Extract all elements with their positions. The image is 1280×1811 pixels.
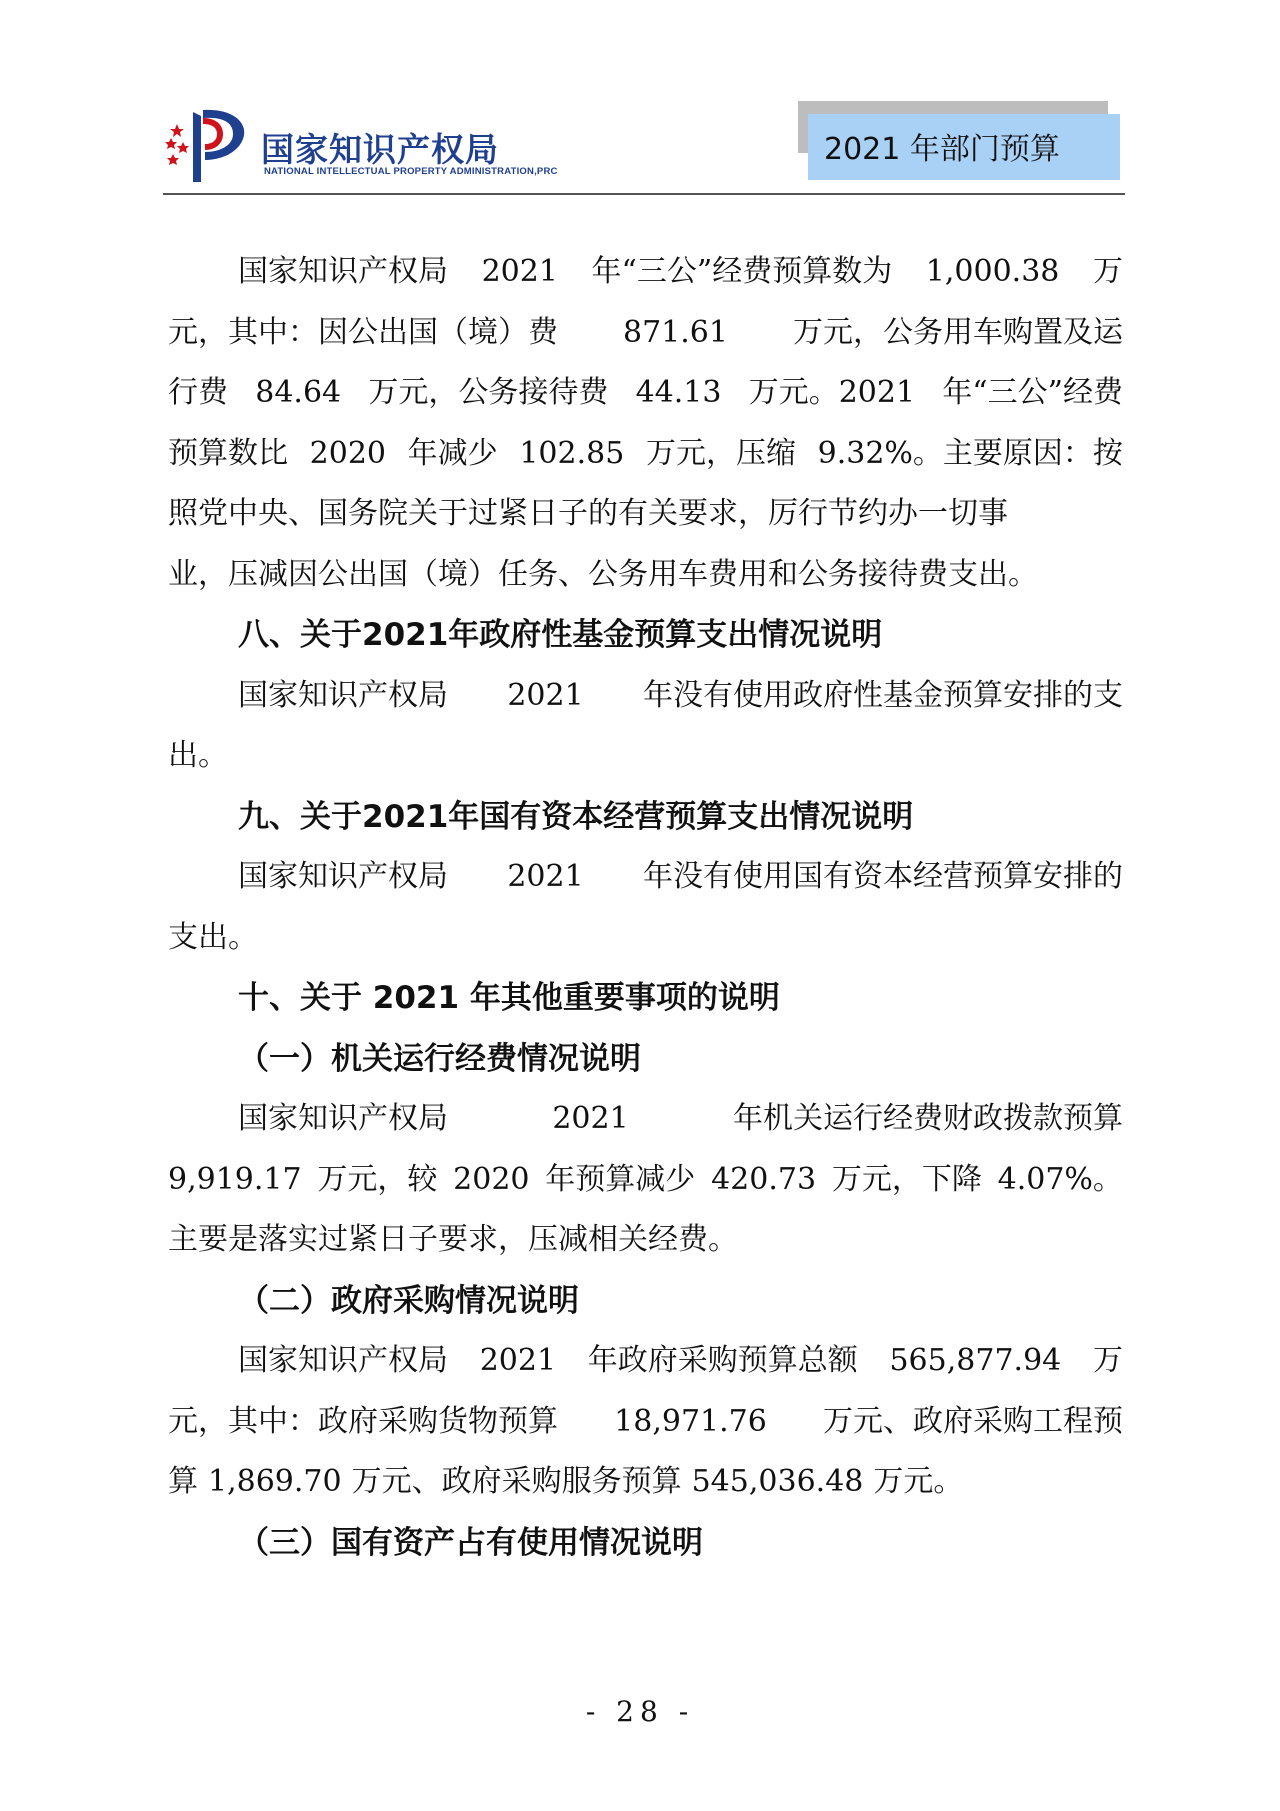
body-text-line	[168, 242, 1123, 303]
text-run: 545,036.48	[691, 1464, 864, 1499]
section-heading: 八、关于2021年政府性基金预算支出情况说明	[238, 617, 883, 653]
text-run: 出。	[168, 738, 228, 773]
body-text-line	[168, 1392, 1123, 1453]
text-run: 年减少	[407, 435, 498, 471]
badge-label: 2021 年部门预算	[824, 132, 1060, 167]
text-run: 万元，较	[317, 1161, 438, 1197]
body-text-line	[168, 908, 1123, 969]
text-run: 18,971.76	[614, 1403, 767, 1439]
text-run: 支出。	[168, 919, 258, 955]
text-run: 行费	[168, 375, 228, 410]
text-run: 2020	[453, 1161, 530, 1197]
text-run: 84.64	[255, 375, 342, 410]
text-run: 年机关运行经费财政拨款预算	[732, 1101, 1123, 1136]
text-run: 44.13	[635, 375, 722, 410]
text-run: 国家知识产权局	[238, 677, 448, 713]
text-run: 年政府采购预算总额	[587, 1343, 858, 1378]
text-run: 1,000.38	[925, 254, 1060, 289]
body-text-line	[168, 424, 1123, 485]
body-text-line	[168, 545, 1123, 606]
text-run: 万	[1092, 254, 1123, 289]
text-run: 算	[168, 1464, 198, 1499]
body-text-line	[168, 1150, 1123, 1211]
text-run: 万元，公务用车购置及运	[792, 314, 1123, 350]
text-run: 国家知识产权局	[238, 1101, 448, 1136]
body-text-line	[168, 303, 1123, 364]
text-run: 预算数比	[168, 435, 288, 471]
text-run: 年没有使用政府性基金预算安排的支	[642, 677, 1123, 713]
text-run: 9.32%。主要原因：按	[817, 435, 1123, 471]
text-run: 万元、政府采购服务预算	[351, 1464, 682, 1499]
text-run: 元，其中：政府采购货物预算	[168, 1403, 558, 1439]
page-number: - 28 -	[585, 1695, 695, 1728]
text-run: 万元，下降	[831, 1161, 982, 1197]
section-subheading: （一）机关运行经费情况说明	[238, 1040, 641, 1077]
text-run: 万元。	[873, 1464, 964, 1499]
text-run: 万元、政府采购工程预	[823, 1403, 1123, 1439]
text-run: 万元，压缩	[645, 435, 796, 471]
text-run: 万元，公务接待费	[368, 375, 609, 410]
budget-year-badge	[808, 114, 1120, 180]
body-text-line	[168, 1452, 1123, 1513]
body-text-line	[168, 726, 1123, 787]
logo	[163, 106, 593, 184]
text-run: 9,919.17	[168, 1161, 302, 1197]
section-heading: 十、关于 2021 年其他重要事项的说明	[238, 980, 780, 1016]
text-run: 2021	[507, 677, 584, 713]
text-run: 871.61	[623, 314, 728, 350]
header-divider	[163, 193, 1125, 195]
text-run: 年“三公”经费预算数为	[591, 254, 893, 289]
text-run: 主要是落实过紧日子要求，压减相关经费。	[168, 1222, 738, 1257]
text-run: 国家知识产权局	[238, 859, 448, 894]
logo-org-name-en: NATIONAL INTELLECTUAL PROPERTY ADMINISTRATION,PRC	[264, 166, 558, 177]
cnipa-emblem-icon	[163, 106, 255, 184]
body-text-line	[168, 1210, 1123, 1271]
text-run: 年“三公”经费	[942, 375, 1123, 410]
text-run: 2021	[507, 859, 584, 894]
logo-org-name-cn: 国家知识产权局	[261, 130, 499, 169]
text-run: 年没有使用国有资本经营预算安排的	[642, 859, 1123, 894]
text-run: 2021	[479, 1343, 557, 1378]
text-run: 4.07%。	[997, 1161, 1123, 1197]
text-run: 业，压减因公出国（境）任务、公务用车费用和公务接待费支出。	[168, 556, 1038, 592]
body-text-line	[168, 847, 1123, 908]
text-run: 国家知识产权局	[238, 1343, 448, 1378]
text-run: 万元。2021	[748, 375, 916, 410]
text-run: 照党中央、国务院关于过紧日子的有关要求，厉行节约办一切事	[168, 496, 1008, 531]
section-subheading: （三）国有资产占有使用情况说明	[238, 1524, 703, 1561]
text-run: 420.73	[711, 1161, 817, 1197]
text-run: 565,877.94	[889, 1343, 1062, 1378]
text-run: 2020	[309, 435, 387, 471]
text-run: 2021	[552, 1101, 629, 1136]
text-run: 102.85	[519, 435, 625, 471]
body-text-line	[168, 1089, 1123, 1150]
document-body	[168, 242, 1123, 1573]
body-text-line	[168, 484, 1123, 545]
text-run: 万	[1092, 1343, 1123, 1378]
body-text-line	[168, 1331, 1123, 1392]
text-run: 国家知识产权局	[238, 254, 448, 289]
body-text-line	[168, 363, 1123, 424]
body-text-line	[168, 666, 1123, 727]
section-subheading: （二）政府采购情况说明	[238, 1282, 579, 1319]
text-run: 元，其中：因公出国（境）费	[168, 314, 558, 350]
section-heading: 九、关于2021年国有资本经营预算支出情况说明	[238, 798, 914, 835]
text-run: 2021	[481, 254, 558, 289]
text-run: 年预算减少	[545, 1161, 696, 1197]
text-run: 1,869.70	[208, 1464, 342, 1499]
